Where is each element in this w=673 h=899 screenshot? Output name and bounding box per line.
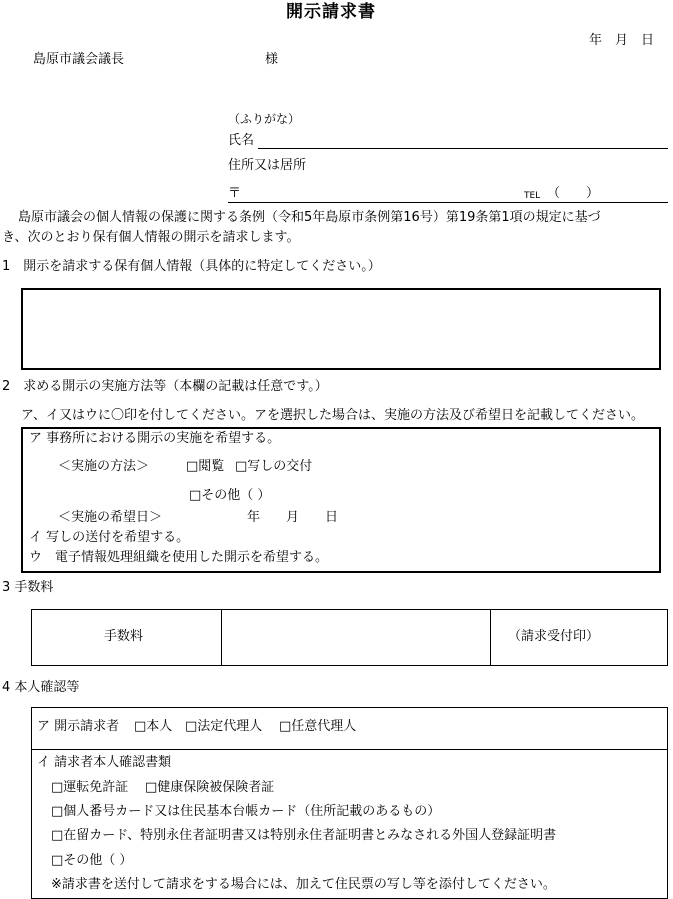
receipt-stamp-label: （請求受付印） xyxy=(508,629,600,644)
method-label: ＜実施の方法＞ xyxy=(58,459,150,474)
method-other-checkbox[interactable]: □その他（ ） xyxy=(189,488,271,503)
section-1-heading: 1 開示を請求する保有個人情報（具体的に特定してください。） xyxy=(2,259,381,274)
method-copy-checkbox[interactable]: □写しの交付 xyxy=(235,459,313,474)
requested-info-box[interactable] xyxy=(21,288,661,370)
name-field-line[interactable] xyxy=(258,148,668,149)
page-title: 開示請求書 xyxy=(286,2,376,22)
address-label: 住所又は居所 xyxy=(228,158,307,173)
requester-label: ア 開示請求者 xyxy=(37,719,120,734)
name-label: 氏名 xyxy=(228,133,255,148)
requester-legal-checkbox[interactable]: □法定代理人 xyxy=(185,719,263,734)
identity-divider xyxy=(31,749,668,750)
address-field-line[interactable] xyxy=(228,202,668,203)
date-label: ＜実施の希望日＞ xyxy=(58,510,163,525)
doc-residence-card-checkbox[interactable]: □在留カード、特別永住者証明書又は特別永住者証明書とみなされる外国人登録証明書 xyxy=(51,828,557,843)
furigana-label: （ふりがな） xyxy=(228,112,301,126)
preferred-date-field[interactable]: 年 月 日 xyxy=(247,510,339,525)
requester-self-checkbox[interactable]: □本人 xyxy=(134,719,173,734)
fee-label: 手数料 xyxy=(104,629,144,644)
intro-line-1: 島原市議会の個人情報の保護に関する条例（令和5年島原市条例第16号）第19条第1項の規定に基づ xyxy=(18,210,601,225)
requester-voluntary-checkbox[interactable]: □任意代理人 xyxy=(279,719,357,734)
fee-divider-1 xyxy=(221,609,222,666)
tel-parens[interactable]: （ ） xyxy=(547,186,600,201)
addressee: 島原市議会議長 xyxy=(33,52,125,67)
method-view-checkbox[interactable]: □閲覧 xyxy=(186,459,225,474)
tel-label: TEL xyxy=(524,191,541,201)
doc-my-number-card-checkbox[interactable]: □個人番号カード又は住民基本台帳カード（住所記載のあるもの） xyxy=(51,804,441,819)
section-2-heading: 2 求める開示の実施方法等（本欄の記載は任意です。） xyxy=(2,379,328,394)
postal-mark: 〒 xyxy=(228,186,242,201)
section-4-heading: 4 本人確認等 xyxy=(2,680,80,695)
doc-other-checkbox[interactable]: □その他（ ） xyxy=(51,853,133,868)
identity-table xyxy=(31,707,668,899)
doc-health-insurance-checkbox[interactable]: □健康保険被保険者証 xyxy=(145,780,275,795)
date-field[interactable]: 年 月 日 xyxy=(589,33,655,48)
id-docs-heading: イ 請求者本人確認書類 xyxy=(37,755,172,770)
option-b[interactable]: イ 写しの送付を希望する。 xyxy=(29,530,190,545)
option-c[interactable]: ウ 電子情報処理組織を使用した開示を希望する。 xyxy=(29,550,329,565)
section-3-heading: 3 手数料 xyxy=(2,580,54,595)
fee-divider-2 xyxy=(490,609,491,666)
intro-line-2: き、次のとおり保有個人情報の開示を請求します。 xyxy=(2,230,300,245)
section-2-instruction: ア、イ又はウに〇印を付してください。アを選択した場合は、実施の方法及び希望日を記載してください。 xyxy=(21,408,644,423)
doc-drivers-license-checkbox[interactable]: □運転免許証 xyxy=(51,780,129,795)
honorific: 様 xyxy=(265,52,279,67)
option-a[interactable]: ア 事務所における開示の実施を希望する。 xyxy=(29,431,281,446)
mail-request-note: ※請求書を送付して請求をする場合には、加えて住民票の写し等を添付してください。 xyxy=(51,877,556,892)
